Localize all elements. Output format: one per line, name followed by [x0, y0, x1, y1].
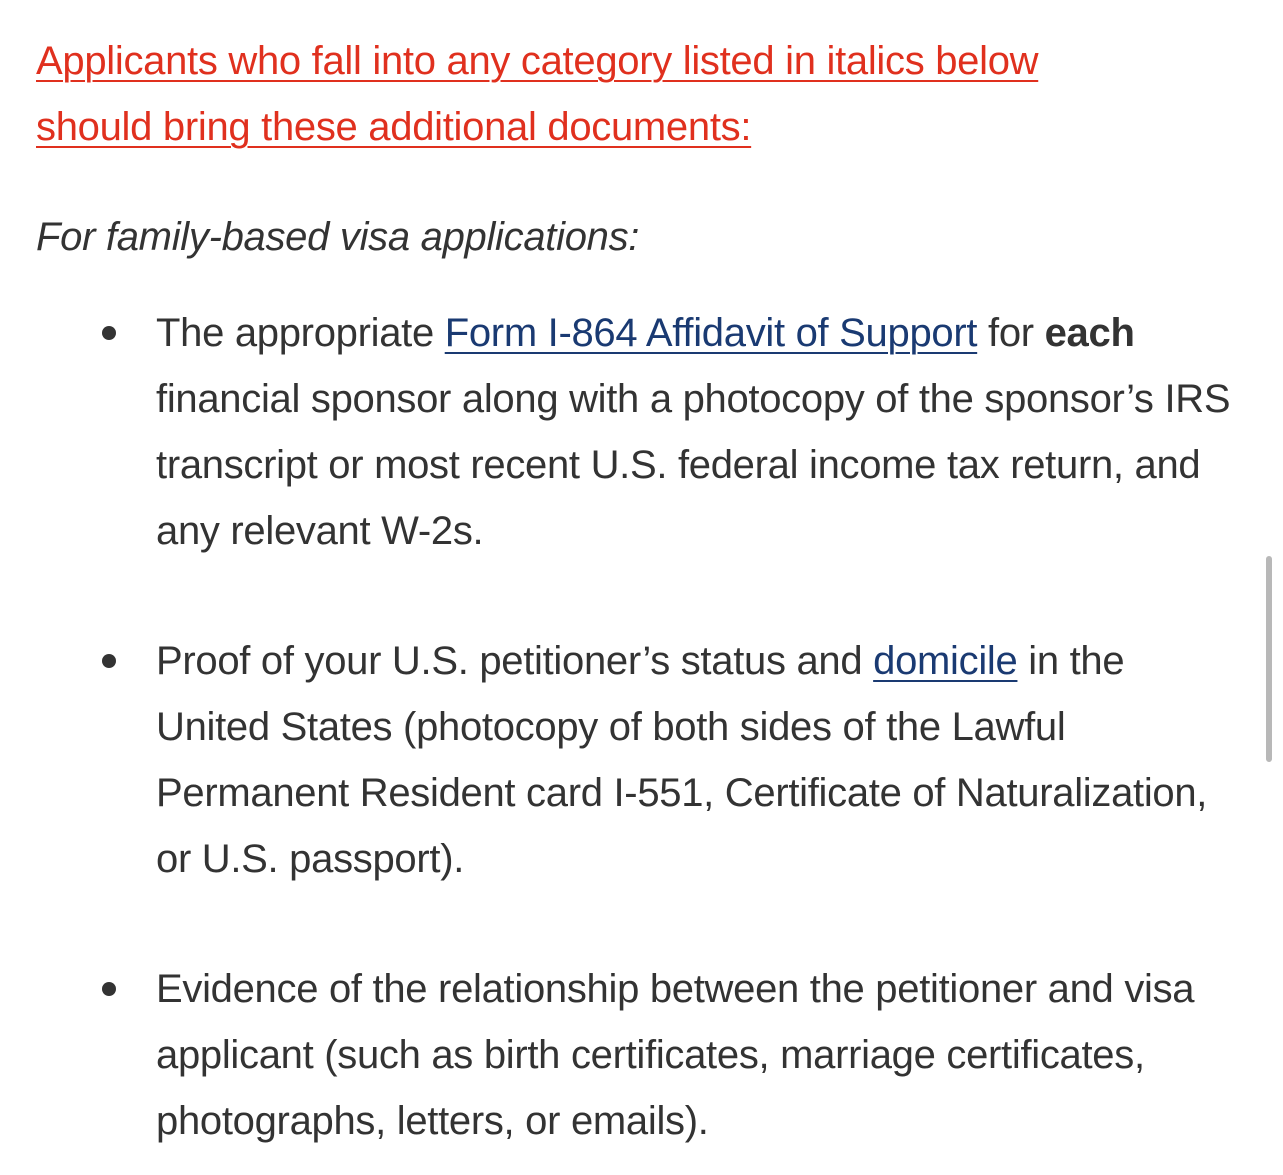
bullet-icon	[102, 326, 116, 340]
heading-line-1: Applicants who fall into any category listed in italics below	[36, 39, 1039, 83]
emphasis-each: each	[1044, 311, 1135, 355]
bullet-icon	[102, 654, 116, 668]
family-based-subheading: For family-based visa applications:	[36, 215, 640, 259]
list-item	[36, 300, 1236, 564]
document-list	[36, 300, 1236, 1154]
list-item	[36, 628, 1236, 892]
item-text: financial sponsor along with a photocopy of the sponsor’s IRS transcript or most recent U.S. federal income tax return, and any relevant W-2s.	[156, 377, 1231, 553]
list-item	[36, 956, 1236, 1154]
additional-documents-link[interactable]	[36, 39, 1038, 149]
heading-line-2: should bring these additional documents:	[36, 105, 752, 149]
domicile-link[interactable]: domicile	[873, 639, 1018, 683]
item-text: Proof of your U.S. petitioner’s status and	[156, 639, 874, 683]
bullet-icon	[102, 982, 116, 996]
form-i864-link[interactable]: Form I-864 Affidavit of Support	[444, 311, 978, 355]
item-text: for	[977, 311, 1045, 355]
item-text: Evidence of the relationship between the petitioner and visa applicant (such as birth certificates, marriage certificates, photographs, letters, or emails).	[156, 967, 1195, 1143]
item-text: in the United States (photocopy of both sides of the Lawful Permanent Resident card I-551, Certificate of Naturalization, or U.S. passport).	[156, 639, 1208, 881]
additional-documents-heading[interactable]	[36, 28, 1236, 160]
scrollbar-thumb[interactable]	[1266, 556, 1272, 762]
content-area	[36, 28, 1236, 1175]
item-text: The appropriate	[156, 311, 445, 355]
